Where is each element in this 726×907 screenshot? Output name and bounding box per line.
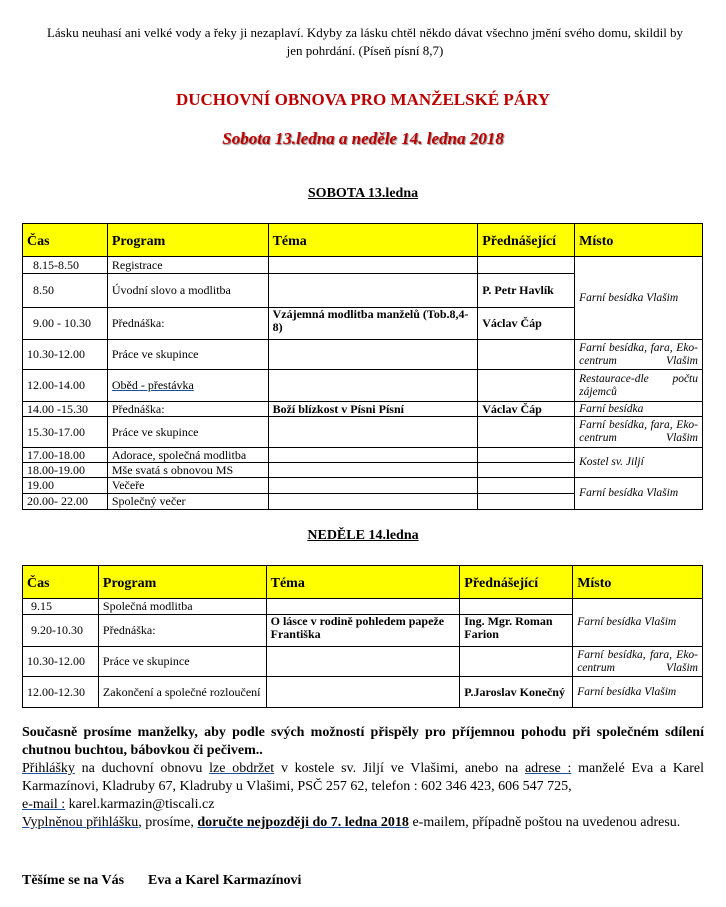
footer: [22, 873, 301, 889]
email-line: [22, 796, 704, 814]
program-cell: Oběd - přestávka: [107, 370, 268, 402]
saturday-schedule-table: [22, 223, 703, 510]
speaker-cell: [460, 599, 573, 615]
place-cell: Farní besídka Vlašim: [573, 599, 703, 647]
time-cell: 8.15-8.50: [23, 257, 108, 274]
time-cell: 8.50: [23, 274, 108, 308]
registration-info: [22, 760, 704, 796]
time-cell: 9.15: [23, 599, 99, 615]
place-cell: Farní besídka, fara, Eko-centrum Vlašim: [573, 647, 703, 677]
speaker-cell: Ing. Mgr. Roman Farion: [460, 615, 573, 647]
sunday-heading: NEDĚLE 14.ledna: [307, 528, 419, 543]
return-deadline: doručte nejpozději do 7. ledna 2018: [197, 815, 409, 830]
program-cell: Registrace: [107, 257, 268, 274]
time-cell: 12.00-12.30: [23, 677, 99, 708]
place-cell: Farní besídka Vlašim: [573, 677, 703, 708]
header-program: Program: [98, 566, 266, 599]
header-time: Čas: [23, 566, 99, 599]
sunday-schedule-table: [22, 565, 703, 708]
saturday-heading: SOBOTA 13.ledna: [307, 186, 419, 201]
topic-cell: [268, 463, 478, 478]
table-row: [23, 257, 703, 274]
page-title: DUCHOVNÍ OBNOVA PRO MANŽELSKÉ PÁRY: [175, 90, 551, 109]
place-cell: Farní besídka Vlašim: [575, 257, 703, 340]
return-text: e-mailem, případně poštou na uvedenou adresu.: [408, 815, 681, 830]
program-cell: Večeře: [107, 478, 268, 494]
topic-cell: O lásce v rodině pohledem papeže Františka: [266, 615, 460, 647]
table-row: [23, 402, 703, 417]
return-text: , prosíme,: [138, 815, 198, 830]
header-program: Program: [107, 224, 268, 257]
table-row: [23, 340, 703, 370]
time-cell: 10.30-12.00: [23, 647, 99, 677]
time-cell: 14.00 -15.30: [23, 402, 108, 417]
program-cell: Přednáška:: [98, 615, 266, 647]
header-place: Místo: [573, 566, 703, 599]
header-time: Čas: [23, 224, 108, 257]
table-header-row: [23, 224, 703, 257]
speaker-cell: [478, 340, 575, 370]
speaker-cell: [478, 448, 575, 463]
time-cell: 19.00: [23, 478, 108, 494]
speaker-cell: P. Petr Havlík: [478, 274, 575, 308]
time-cell: 9.20-10.30: [23, 615, 99, 647]
email-address[interactable]: karel.karmazin@tiscali.cz: [65, 797, 215, 812]
table-row: [23, 599, 703, 615]
greeting: Těšíme se na Vás: [22, 873, 125, 888]
topic-cell: [266, 647, 460, 677]
speaker-cell: [478, 494, 575, 510]
place-cell: Farní besídka: [575, 402, 703, 417]
registration-text: na duchovní obnovu: [74, 761, 210, 776]
topic-cell: [268, 340, 478, 370]
table-row: [23, 478, 703, 494]
place-cell: Restaurace-dle počtu zájemců: [575, 370, 703, 402]
place-cell: Farní besídka, fara, Eko-centrum Vlašim: [575, 417, 703, 448]
program-cell: Mše svatá s obnovou MS: [107, 463, 268, 478]
time-cell: 12.00-14.00: [23, 370, 108, 402]
speaker-cell: Václav Čáp: [478, 402, 575, 417]
header-topic: Téma: [268, 224, 478, 257]
contribution-request: Současně prosíme manželky, aby podle svých možností přispěly pro příjemnou pohodu při společném sdílení chutnou buchtou, bábovkou či pečivem..: [22, 725, 704, 758]
header-place: Místo: [575, 224, 703, 257]
header-speaker: Přednášející: [460, 566, 573, 599]
program-cell: Zakončení a společné rozloučení: [98, 677, 266, 708]
time-cell: 18.00-19.00: [23, 463, 108, 478]
table-header-row: [23, 566, 703, 599]
topic-cell: [268, 417, 478, 448]
topic-cell: [266, 599, 460, 615]
topic-cell: [268, 274, 478, 308]
place-cell: Farní besídka, fara, Eko-centrum Vlašim: [575, 340, 703, 370]
speaker-cell: P.Jaroslav Konečný: [460, 677, 573, 708]
speaker-cell: [478, 257, 575, 274]
header-topic: Téma: [266, 566, 460, 599]
speaker-cell: [460, 647, 573, 677]
time-cell: 9.00 - 10.30: [23, 308, 108, 340]
program-cell: Společný večer: [107, 494, 268, 510]
page-subtitle: Sobota 13.ledna a neděle 14. ledna 2018: [222, 129, 504, 148]
program-cell: Práce ve skupince: [107, 417, 268, 448]
time-cell: 15.30-17.00: [23, 417, 108, 448]
header-speaker: Přednášející: [478, 224, 575, 257]
topic-cell: [268, 257, 478, 274]
address-word: adrese :: [524, 761, 572, 776]
speaker-cell: [478, 370, 575, 402]
program-cell: Práce ve skupince: [98, 647, 266, 677]
topic-cell: [268, 370, 478, 402]
program-cell: Přednáška:: [107, 308, 268, 340]
table-row: [23, 370, 703, 402]
topic-cell: [268, 448, 478, 463]
time-cell: 10.30-12.00: [23, 340, 108, 370]
signature: Eva a Karel Karmazínovi: [148, 873, 302, 888]
topic-cell: Vzájemná modlitba manželů (Tob.8,4-8): [268, 308, 478, 340]
table-row: [23, 647, 703, 677]
program-cell: Přednáška:: [107, 402, 268, 417]
topic-cell: Boží blízkost v Písni Písní: [268, 402, 478, 417]
speaker-cell: [478, 463, 575, 478]
table-row: [23, 417, 703, 448]
email-label: e-mail :: [22, 797, 66, 812]
registration-word: Přihlášky: [22, 761, 75, 776]
table-row: [23, 448, 703, 463]
notice-text: [22, 724, 704, 832]
speaker-cell: Václav Čáp: [478, 308, 575, 340]
program-cell: Adorace, společná modlitba: [107, 448, 268, 463]
return-info: [22, 814, 704, 832]
place-cell: Kostel sv. Jiljí: [575, 448, 703, 478]
registration-obtain: lze obdržet: [209, 761, 275, 776]
speaker-cell: [478, 417, 575, 448]
topic-cell: [268, 494, 478, 510]
return-form: Vyplněnou přihlášku: [22, 815, 139, 830]
registration-address: manželé Eva a Karel Karmazínovi, Kladruby 67, Kladruby u Vlašimi, PSČ 257 62, telefon : 602 346 423, 606 547 725,: [22, 761, 705, 794]
registration-text: v kostele sv. Jiljí ve Vlašimi, anebo na: [274, 761, 525, 776]
time-cell: 17.00-18.00: [23, 448, 108, 463]
bible-quote: Lásku neuhasí ani velké vody a řeky ji nezaplaví. Kdyby za lásku chtěl někdo dávat všechno jmění svého domu, skildil by jen pohrdání. (Píseň písní 8,7): [46, 25, 684, 58]
topic-cell: [266, 677, 460, 708]
topic-cell: [268, 478, 478, 494]
table-row: [23, 677, 703, 708]
place-cell: Farní besídka Vlašim: [575, 478, 703, 510]
program-cell: Společná modlitba: [98, 599, 266, 615]
speaker-cell: [478, 478, 575, 494]
program-cell: Práce ve skupince: [107, 340, 268, 370]
time-cell: 20.00- 22.00: [23, 494, 108, 510]
program-cell: Úvodní slovo a modlitba: [107, 274, 268, 308]
